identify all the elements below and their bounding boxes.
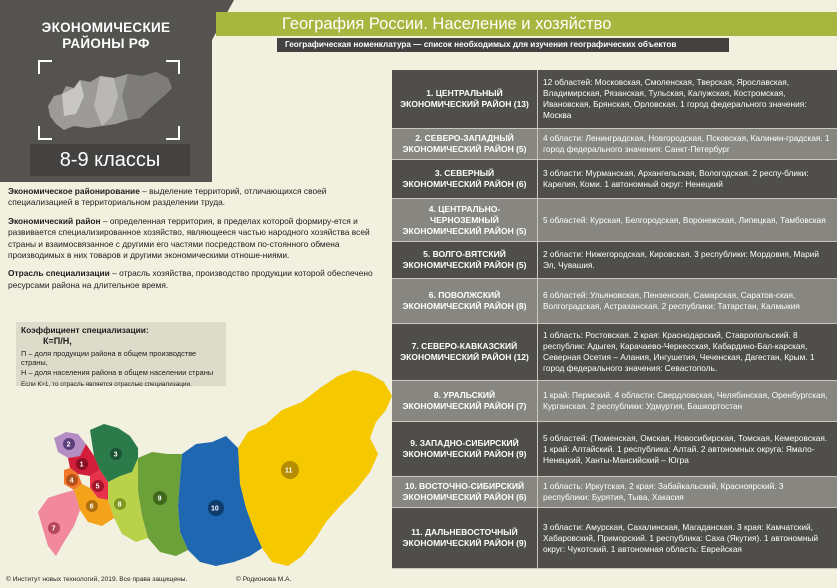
region-description: 5 областей: Курская, Белгородская, Воронежская, Липецкая, Тамбовская bbox=[538, 199, 837, 241]
map-label-3: 3 bbox=[113, 451, 118, 459]
region-description: 3 области: Амурская, Сахалинская, Магаданская. 3 края: Камчатский, Хабаровский, Приморский. 1 республика: Саха (Якутия). 1 автономный округ: Чукотский. 1 автономная область: Еврейская bbox=[538, 508, 837, 568]
region-name: 7. СЕВЕРО-КАВКАЗСКИЙ ЭКОНОМИЧЕСКИЙ РАЙОН (12) bbox=[392, 324, 538, 380]
formula-h-line: Н – доля населения района в общем населении страны bbox=[21, 367, 214, 377]
map-label-5: 5 bbox=[95, 483, 100, 491]
definition-3 bbox=[8, 268, 388, 291]
map-label-2: 2 bbox=[66, 441, 71, 449]
definition-text: – выделение территорий, отличающихся своей специализацией в территориальном разделении труда. bbox=[8, 186, 327, 208]
mini-map-frame bbox=[38, 60, 180, 140]
definition-1 bbox=[8, 186, 388, 209]
page-subtitle: Географическая номенклатура — список необходимых для изучения географических объектов bbox=[277, 38, 729, 52]
region-description: 5 областей: (Тюменская, Омская, Новосибирская, Томская, Кемеровская. 1 край: Алтайский. 1 республика: Алтай. 2 автономных округа: Ямало-Ненецкий, Ханты-Мансийский – Югра bbox=[538, 422, 837, 476]
formula-equation: К=П/Н, bbox=[43, 336, 72, 347]
region-row bbox=[392, 508, 837, 569]
region-row bbox=[392, 129, 837, 160]
definition-text: – определенная территория, в пределах которой формиру-ется и развивается специализированное хозяйство, являющееся частью народного хозяйства всей страны и взаимосвязанное с другими его частями посредством по-стоянного обмена производимых в них товаров и другими экономическими отноше-ниями. bbox=[8, 215, 370, 261]
region-name: 5. ВОЛГО-ВЯТСКИЙ ЭКОНОМИЧЕСКИЙ РАЙОН (5) bbox=[392, 242, 538, 278]
region-description: 2 области: Нижегородская, Кировская. 3 республики: Мордовия, Марий Эл, Чувашия. bbox=[538, 242, 837, 278]
region-row bbox=[392, 279, 837, 324]
definition-2 bbox=[8, 216, 388, 262]
region-name: 10. ВОСТОЧНО-СИБИРСКИЙ ЭКОНОМИЧЕСКИЙ РАЙОН (6) bbox=[392, 477, 538, 507]
region-description: 1 край: Пермский. 4 области: Свердловская, Челябинская, Оренбургская, Курганская. 2 республики: Удмуртия, Башкортостан bbox=[538, 381, 837, 421]
region-name: 9. ЗАПАДНО-СИБИРСКИЙ ЭКОНОМИЧЕСКИЙ РАЙОН (9) bbox=[392, 422, 538, 476]
map-region-11 bbox=[238, 370, 392, 566]
region-name: 6. ПОВОЛЖСКИЙ ЭКОНОМИЧЕСКИЙ РАЙОН (8) bbox=[392, 279, 538, 323]
region-row bbox=[392, 381, 837, 422]
region-row bbox=[392, 242, 837, 279]
map-label-6: 6 bbox=[89, 503, 94, 511]
map-label-11: 11 bbox=[285, 467, 293, 475]
map-label-4: 4 bbox=[69, 477, 74, 485]
region-row bbox=[392, 477, 837, 508]
copyright-publisher: © Институт новых технологий, 2019. Все права защищены. bbox=[6, 576, 188, 583]
region-name: 3. СЕВЕРНЫЙ ЭКОНОМИЧЕСКИЙ РАЙОН (6) bbox=[392, 160, 538, 198]
panel-title bbox=[0, 20, 212, 52]
map-label-1: 1 bbox=[79, 461, 84, 469]
map-label-10: 10 bbox=[211, 505, 219, 513]
panel-title-line2: РАЙОНЫ РФ bbox=[62, 36, 150, 51]
region-row bbox=[392, 199, 837, 242]
definition-text: – отрасль хозяйства, производство продукции которой обеспечено ресурсами района на длительное время. bbox=[8, 268, 373, 290]
page-title: География России. Население и хозяйство bbox=[282, 15, 612, 33]
formula-p-line: П – доля продукции района в общем производстве страны, bbox=[21, 348, 197, 368]
definition-term: Отрасль специализации bbox=[8, 268, 110, 279]
region-row bbox=[392, 324, 837, 381]
region-name: 2. СЕВЕРО-ЗАПАДНЫЙ ЭКОНОМИЧЕСКИЙ РАЙОН (5) bbox=[392, 129, 538, 159]
grade-label: 8-9 классы bbox=[30, 144, 190, 176]
region-description: 4 области: Ленинградская, Новгородская, Псковская, Калинин-градская. 1 город федерального значения: Санкт-Петербург bbox=[538, 129, 837, 159]
map-label-8: 8 bbox=[117, 501, 122, 509]
region-row bbox=[392, 160, 837, 199]
map-label-9: 9 bbox=[157, 495, 162, 503]
region-row bbox=[392, 70, 837, 129]
region-name: 8. УРАЛЬСКИЙ ЭКОНОМИЧЕСКИЙ РАЙОН (7) bbox=[392, 381, 538, 421]
region-name: 11. ДАЛЬНЕВОСТОЧНЫЙ ЭКОНОМИЧЕСКИЙ РАЙОН (9) bbox=[392, 508, 538, 568]
region-description: 1 область: Иркутская. 2 края: Забайкальский, Красноярский. 3 республики: Бурятия, Тыва, Хакасия bbox=[538, 477, 837, 507]
definitions bbox=[8, 186, 388, 298]
panel-title-line1: ЭКОНОМИЧЕСКИЕ bbox=[41, 20, 171, 35]
map-label-7: 7 bbox=[51, 525, 56, 533]
formula-title: Коэффициент специализации: bbox=[21, 325, 149, 335]
copyright-author: © Родионова М.А. bbox=[236, 576, 292, 583]
map-region-7 bbox=[38, 490, 80, 556]
regions-table bbox=[392, 70, 837, 569]
region-name: 4. ЦЕНТРАЛЬНО-ЧЕРНОЗЕМНЫЙ ЭКОНОМИЧЕСКИЙ РАЙОН (5) bbox=[392, 199, 538, 241]
region-description: 1 область: Ростовская. 2 края: Краснодарский, Ставропольский. 8 республик: Адыгея, Карачаево-Черкесская, Кабардино-Бал-карская, Северная Осетия – Алания, Ингушетия, Чеченская, Дагестан, Крым. 1 город федерального значения: Севастополь. bbox=[538, 324, 837, 380]
formula-note: Если К>1, то отрасль является отраслью специализации. bbox=[21, 381, 192, 389]
region-row bbox=[392, 422, 837, 477]
definition-term: Экономический район bbox=[8, 215, 101, 226]
definition-term: Экономическое районирование bbox=[8, 186, 140, 196]
russia-mini-map bbox=[44, 66, 174, 134]
region-description: 12 областей: Московская, Смоленская, Тверская, Ярославская, Владимирская, Рязанская, Тульская, Калужская, Костромская, Ивановская, Брянская, Орловская. 1 город федерального значения: Москва bbox=[538, 70, 837, 128]
region-description: 6 областей: Ульяновская, Пензенская, Самарская, Саратов-ская, Волгоградская, Астраханская. 2 республики: Татарстан, Калмыкия bbox=[538, 279, 837, 323]
economic-regions-map bbox=[20, 366, 395, 574]
region-description: 3 области: Мурманская, Архангельская, Вологодская. 2 респу-блики: Карелия, Коми. 1 автономный округ: Ненецкий bbox=[538, 160, 837, 198]
region-name: 1. ЦЕНТРАЛЬНЫЙ ЭКОНОМИЧЕСКИЙ РАЙОН (13) bbox=[392, 70, 538, 128]
